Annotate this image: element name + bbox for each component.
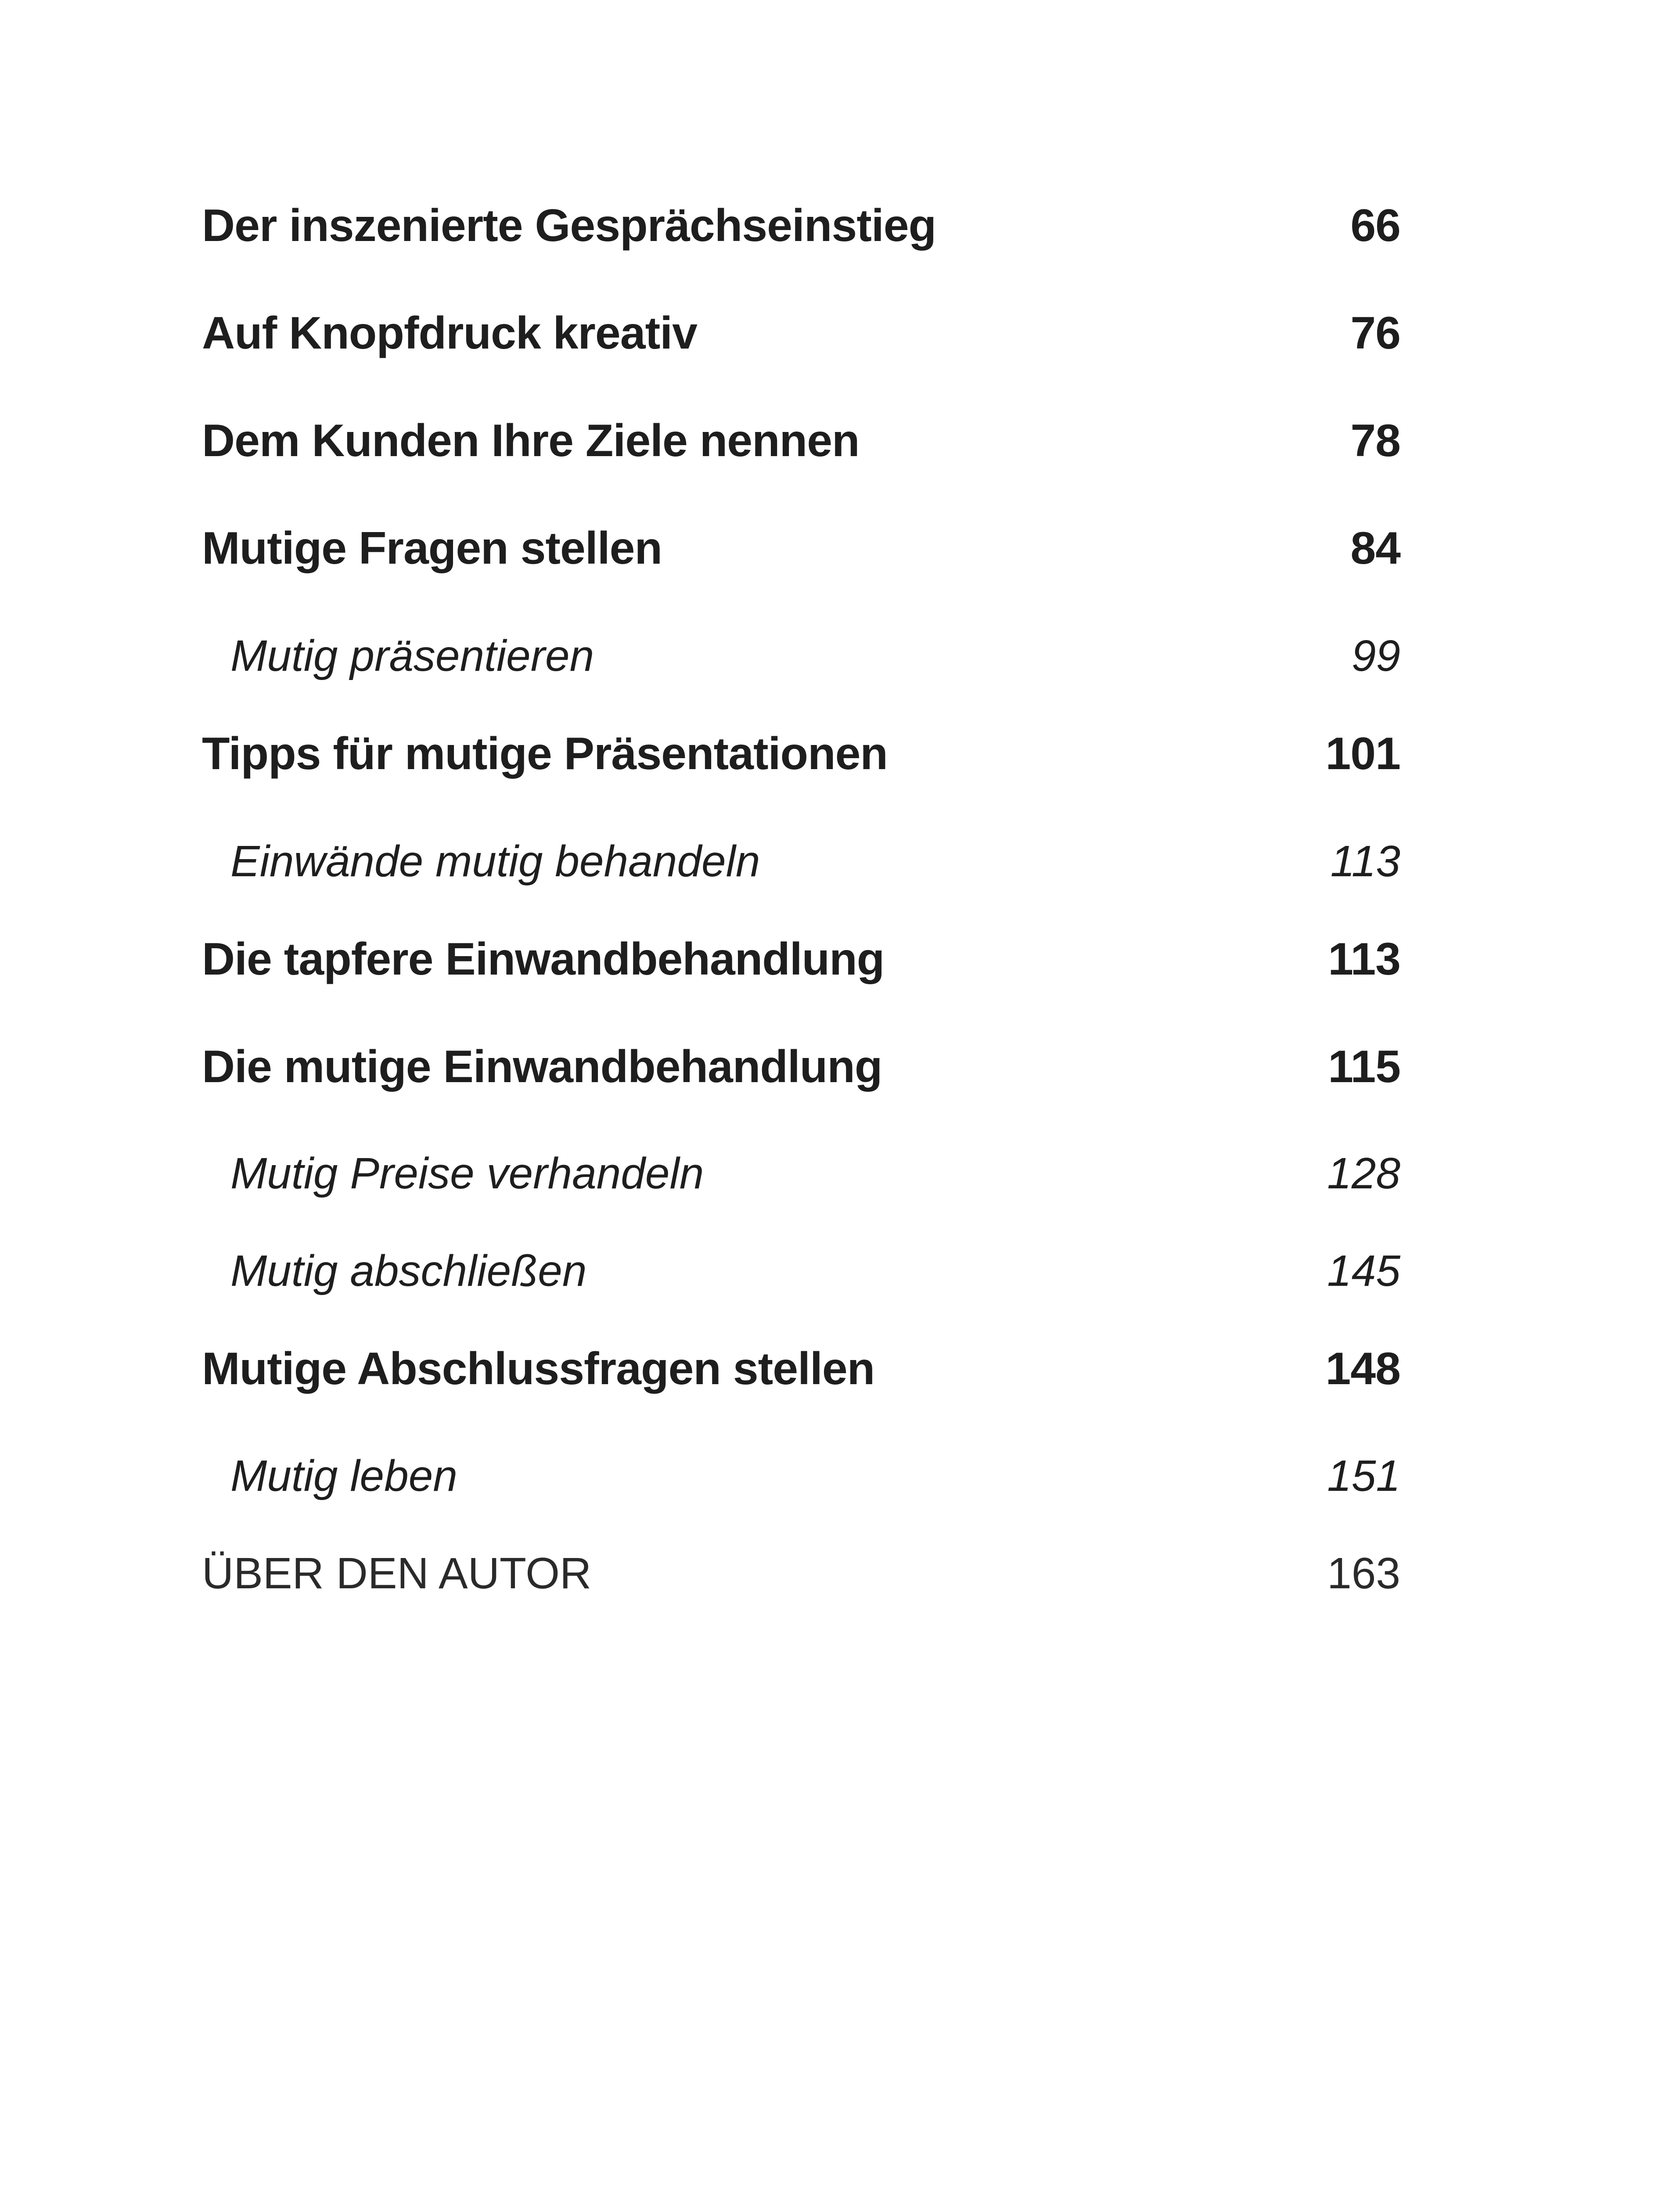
toc-subentry	[202, 1246, 1400, 1296]
toc-entry-page: 78	[1350, 415, 1400, 466]
toc-entry-title: Mutige Fragen stellen	[202, 523, 662, 574]
toc-entry	[202, 933, 1400, 986]
toc-entry	[202, 728, 1400, 780]
toc-entry-page: 115	[1328, 1041, 1400, 1092]
toc-entry-title: Mutig Preise verhandeln	[230, 1149, 704, 1198]
toc-entry-title: Der inszenierte Gesprächseinstieg	[202, 200, 936, 251]
toc-entry-page: 128	[1327, 1149, 1400, 1198]
toc-entry-title: Einwände mutig behandeln	[230, 837, 760, 886]
toc-entry-title: Die tapfere Einwandbehandlung	[202, 934, 885, 985]
toc-entry-about-author	[202, 1548, 1400, 1599]
toc-entry	[202, 415, 1400, 467]
toc-subentry	[202, 1451, 1400, 1501]
toc-subentry	[202, 1148, 1400, 1199]
toc-entry-title: Tipps für mutige Präsentationen	[202, 728, 888, 779]
toc-entry-page: 113	[1330, 837, 1400, 886]
toc-entry-page: 148	[1325, 1343, 1400, 1394]
toc-entry-page: 101	[1325, 728, 1400, 779]
toc-entry-page: 66	[1350, 200, 1400, 251]
toc-entry	[202, 200, 1400, 252]
toc-entry-title: Dem Kunden Ihre Ziele nennen	[202, 415, 860, 466]
toc-entry-title: Mutige Abschlussfragen stellen	[202, 1343, 875, 1394]
toc-subentry	[202, 631, 1400, 681]
toc-entry-title: Die mutige Einwandbehandlung	[202, 1041, 882, 1092]
toc-entry-page: 145	[1327, 1246, 1400, 1295]
toc-entry-title: Auf Knopfdruck kreativ	[202, 308, 697, 359]
toc-entry-page: 99	[1351, 631, 1400, 680]
toc-entry-title: ÜBER DEN AUTOR	[202, 1549, 592, 1598]
toc-entry-page: 163	[1327, 1549, 1400, 1598]
toc-entry-page: 76	[1350, 308, 1400, 359]
toc-entry	[202, 522, 1400, 575]
toc-entry-title: Mutig leben	[230, 1451, 457, 1501]
toc-entry	[202, 307, 1400, 360]
toc-entry	[202, 1343, 1400, 1395]
toc-entry-title: Mutig präsentieren	[230, 631, 594, 680]
toc-subentry	[202, 836, 1400, 887]
toc-entry	[202, 1041, 1400, 1093]
toc-entry-page: 84	[1350, 523, 1400, 574]
toc-entry-page: 151	[1327, 1451, 1400, 1501]
toc-entry-page: 113	[1328, 934, 1400, 985]
toc-entry-title: Mutig abschließen	[230, 1246, 587, 1295]
